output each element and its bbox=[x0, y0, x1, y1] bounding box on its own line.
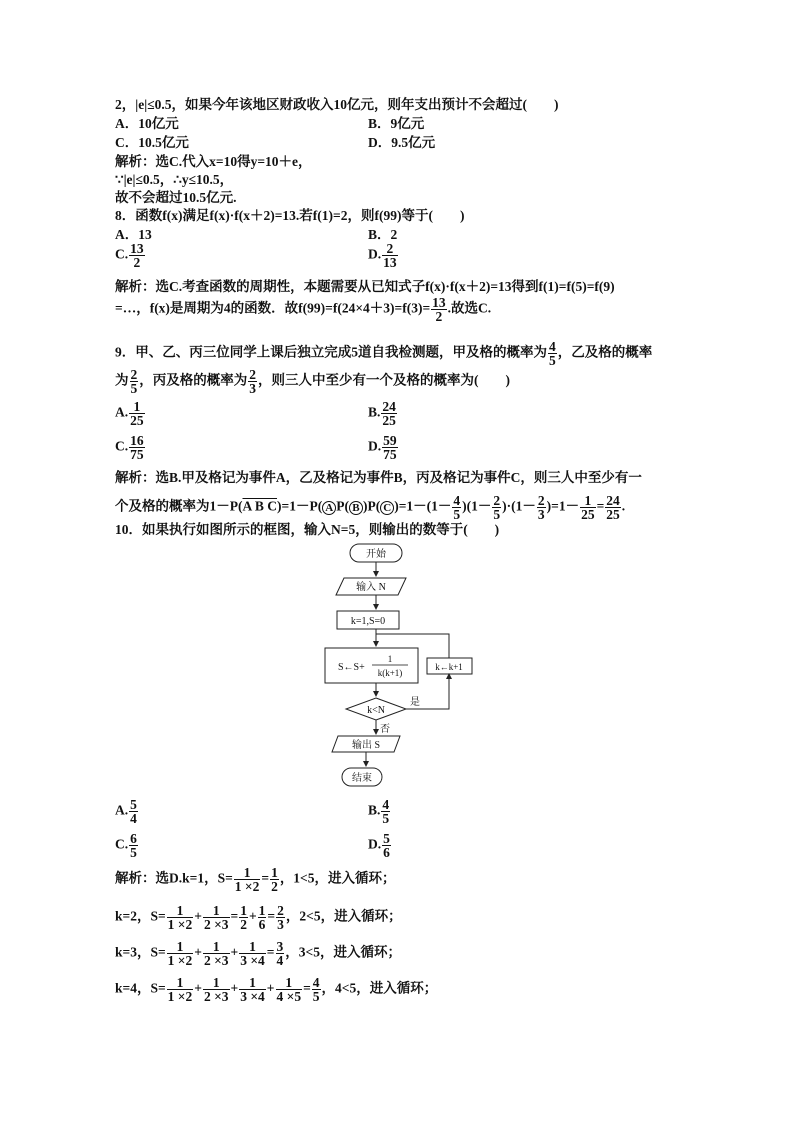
denominator: 5 bbox=[493, 507, 501, 522]
q9-solution-line: 个及格的概率为1－P(A B C)=1－P( A P( B )P( C )=1－(1－ $\frac{4}{5}$ )(1－ $\frac{2}{5}$ )·(1－ $\frac{2}{3}$ )=1－ $\frac{1}{25}$ = $\frac{24}{25}$ . bbox=[115, 493, 626, 522]
numerator: 1 bbox=[580, 494, 596, 508]
denominator: 2 bbox=[271, 879, 278, 894]
text: ，则三人中至少有一个及格的概率为( ) bbox=[258, 372, 510, 388]
q8-solution-line: 解析：选C.考查函数的周期性，本题需要从已知式子f(x)·f(x＋2)=13得到f(1)=f(5)=f(9) bbox=[115, 279, 615, 294]
q10-stem: 10．如果执行如图所示的框图，输入N=5，则输出的数等于( ) bbox=[115, 522, 500, 537]
numerator: 1 bbox=[271, 865, 278, 880]
numerator: 1 bbox=[167, 976, 194, 990]
numerator: 3 bbox=[276, 939, 284, 954]
denominator: 5 bbox=[453, 507, 461, 522]
denominator: 2 ×3 bbox=[203, 917, 229, 932]
q7-solution-line: 解析：选C.代入x=10得y=10＋e， bbox=[115, 154, 312, 169]
option-label: C. bbox=[115, 438, 129, 454]
text: k=4，S= bbox=[115, 980, 166, 996]
circled-letter: C bbox=[380, 501, 394, 515]
denominator: 4 bbox=[130, 811, 137, 826]
text: )·(1－ bbox=[502, 498, 536, 514]
q8-stem: 8．函数f(x)满足f(x)·f(x＋2)=13.若f(1)=2，则f(99)等于( ) bbox=[115, 208, 465, 223]
text: k=3，S= bbox=[115, 944, 166, 960]
option-label: A. bbox=[115, 404, 129, 420]
fraction bbox=[239, 940, 266, 967]
denominator: 6 bbox=[258, 917, 266, 932]
q9-solution-line: 解析：选B.甲及格记为事件A，乙及格记为事件B，丙及格记为事件C，则三人中至少有一 bbox=[115, 470, 642, 485]
q10-option-b bbox=[368, 798, 391, 825]
denominator: 3 bbox=[277, 917, 284, 932]
numerator: 2 bbox=[382, 242, 398, 256]
fraction bbox=[248, 368, 257, 395]
fraction bbox=[239, 904, 248, 931]
numerator: 24 bbox=[606, 493, 620, 508]
numerator: 4 bbox=[549, 339, 556, 354]
text: )=1－(1－ bbox=[394, 498, 452, 514]
text: ，1<5，进入循环； bbox=[279, 870, 396, 886]
numerator: 1 bbox=[167, 940, 194, 954]
denominator: 4 ×5 bbox=[276, 989, 302, 1004]
circled-letter: A bbox=[322, 501, 336, 515]
numerator: 16 bbox=[130, 433, 144, 448]
fraction bbox=[203, 904, 230, 931]
text: )=1－ bbox=[546, 498, 580, 514]
fraction bbox=[605, 494, 621, 521]
fraction bbox=[381, 798, 390, 825]
text: 9．甲、乙、丙三位同学上课后独立完成5道自我检测题，甲及格的概率为 bbox=[115, 344, 547, 360]
text: + bbox=[194, 944, 202, 960]
text: + bbox=[266, 980, 275, 996]
denominator: 5 bbox=[549, 353, 556, 368]
fraction bbox=[312, 976, 321, 1003]
denominator: 1 ×2 bbox=[234, 879, 260, 894]
text: ，2<5，进入循环； bbox=[285, 908, 402, 924]
fraction bbox=[234, 866, 261, 893]
text: =…，f(x)是周期为4的函数．故f(99)=f(24×4＋3)=f(3)= bbox=[115, 300, 431, 316]
text: 为 bbox=[115, 372, 129, 388]
denominator: 5 bbox=[130, 381, 138, 396]
text: ，乙及格的概率 bbox=[557, 344, 653, 360]
option-label: C. bbox=[115, 246, 129, 262]
q7-option-c: C．10.5亿元 bbox=[115, 135, 189, 150]
text: = bbox=[303, 980, 311, 996]
flow-assign-denominator: k(k+1) bbox=[377, 668, 403, 678]
q9-option-a bbox=[115, 400, 146, 427]
denominator: 1 ×2 bbox=[167, 917, 193, 932]
fraction bbox=[167, 940, 194, 967]
fraction bbox=[129, 832, 138, 859]
text: + bbox=[230, 944, 239, 960]
numerator: 6 bbox=[130, 831, 137, 846]
text: )=1－P( bbox=[277, 498, 323, 514]
denominator: 3 bbox=[249, 381, 256, 396]
numerator: 1 bbox=[129, 400, 145, 414]
fraction bbox=[167, 976, 194, 1003]
denominator: 2 bbox=[133, 255, 141, 270]
denominator: 2 ×3 bbox=[203, 953, 229, 968]
q7-option-b: B．9亿元 bbox=[368, 116, 425, 131]
text: = bbox=[596, 498, 605, 514]
numerator: 2 bbox=[493, 493, 501, 508]
q8-option-c bbox=[115, 242, 146, 269]
numerator: 1 bbox=[234, 866, 261, 880]
text: + bbox=[194, 908, 202, 924]
text: .故选C. bbox=[447, 300, 492, 316]
numerator: 1 bbox=[258, 903, 266, 918]
option-label: D. bbox=[368, 246, 382, 262]
q9-option-c bbox=[115, 434, 146, 461]
numerator: 1 bbox=[203, 904, 230, 918]
q10-solution-line bbox=[115, 904, 402, 931]
text: 解析：选D.k=1，S= bbox=[115, 870, 233, 886]
denominator: 13 bbox=[383, 255, 397, 270]
numerator: 1 bbox=[276, 976, 303, 990]
text: ，4<5，进入循环； bbox=[321, 980, 438, 996]
denominator: 25 bbox=[130, 413, 144, 428]
flow-no-label: 否 bbox=[380, 724, 390, 735]
fraction bbox=[167, 904, 194, 931]
text: ，3<5，进入循环； bbox=[285, 944, 401, 960]
numerator: 1 bbox=[203, 940, 230, 954]
denominator: 75 bbox=[130, 447, 144, 462]
q8-option-b: B．2 bbox=[368, 227, 398, 242]
circled-letter: B bbox=[349, 501, 363, 515]
flow-increment-label: k←k+1 bbox=[435, 662, 463, 672]
fraction bbox=[548, 340, 557, 367]
q7-solution-line: 故不会超过10.5亿元. bbox=[115, 190, 237, 205]
option-label: C. bbox=[115, 836, 129, 852]
numerator: 59 bbox=[383, 433, 397, 448]
option-label: A. bbox=[115, 802, 129, 818]
denominator: 25 bbox=[382, 413, 396, 428]
text: )(1－ bbox=[462, 498, 492, 514]
text: = bbox=[230, 908, 239, 924]
fraction bbox=[431, 296, 447, 323]
q9-option-d bbox=[368, 434, 399, 461]
option-label: D. bbox=[368, 438, 382, 454]
text: 个及格的概率为1－P( bbox=[115, 498, 243, 514]
numerator: 4 bbox=[382, 797, 390, 812]
flow-end-label: 结束 bbox=[352, 773, 372, 784]
denominator: 25 bbox=[581, 507, 595, 522]
fraction bbox=[270, 866, 279, 893]
q10-option-c bbox=[115, 832, 139, 859]
q9-option-b bbox=[368, 400, 398, 427]
option-label: B. bbox=[368, 802, 381, 818]
flow-start-label: 开始 bbox=[366, 549, 386, 560]
fraction bbox=[258, 904, 267, 931]
fraction bbox=[129, 798, 138, 825]
fraction bbox=[537, 494, 546, 521]
denominator: 25 bbox=[606, 507, 620, 522]
text: k=2，S= bbox=[115, 908, 166, 924]
q8-option-d bbox=[368, 242, 399, 269]
numerator: 1 bbox=[239, 976, 266, 990]
numerator: 1 bbox=[203, 976, 230, 990]
denominator: 2 bbox=[435, 309, 443, 324]
q10-option-d bbox=[368, 832, 392, 859]
text: + bbox=[230, 980, 239, 996]
denominator: 2 ×3 bbox=[203, 989, 229, 1004]
fraction bbox=[239, 976, 266, 1003]
complement-events: A B C bbox=[242, 498, 278, 514]
q7-solution-line: ∵|e|≤0.5，∴y≤10.5， bbox=[115, 172, 234, 187]
fraction bbox=[580, 494, 596, 521]
q7-stem: 2，|e|≤0.5，如果今年该地区财政收入10亿元，则年支出预计不会超过( ) bbox=[115, 97, 559, 112]
text: + bbox=[248, 908, 257, 924]
fraction bbox=[382, 832, 391, 859]
flow-assign-label: S←S+ bbox=[338, 662, 365, 673]
flow-output-label: 输出 S bbox=[351, 740, 381, 751]
numerator: 13 bbox=[130, 241, 144, 256]
flow-assign-numerator: 1 bbox=[387, 654, 393, 664]
denominator: 3 bbox=[537, 507, 545, 522]
numerator: 5 bbox=[383, 831, 390, 846]
fraction bbox=[129, 400, 145, 427]
flowchart bbox=[320, 540, 480, 790]
fraction bbox=[129, 242, 145, 269]
q8-option-a: A．13 bbox=[115, 227, 152, 242]
q10-solution-line bbox=[115, 940, 401, 967]
numerator: 2 bbox=[130, 367, 138, 382]
option-label: D. bbox=[368, 836, 382, 852]
fraction bbox=[203, 976, 230, 1003]
flow-init-label: k=1,S=0 bbox=[350, 616, 386, 627]
denominator: 3 ×4 bbox=[240, 989, 265, 1004]
denominator: 2 bbox=[240, 917, 247, 932]
denominator: 5 bbox=[312, 989, 320, 1004]
numerator: 2 bbox=[277, 903, 284, 918]
fraction bbox=[381, 400, 397, 427]
fraction bbox=[130, 368, 139, 395]
denominator: 75 bbox=[383, 447, 397, 462]
q9-stem-line bbox=[115, 340, 652, 367]
numerator: 4 bbox=[453, 493, 461, 508]
fraction bbox=[129, 434, 145, 461]
q7-option-d: D．9.5亿元 bbox=[368, 135, 436, 150]
denominator: 5 bbox=[382, 811, 390, 826]
numerator: 24 bbox=[382, 399, 396, 414]
flow-condition-label: k<N bbox=[367, 705, 385, 716]
denominator: 4 bbox=[276, 953, 284, 968]
denominator: 5 bbox=[130, 845, 137, 860]
numerator: 5 bbox=[130, 797, 137, 812]
numerator: 1 bbox=[239, 940, 266, 954]
fraction bbox=[276, 904, 285, 931]
q10-solution-line bbox=[115, 976, 437, 1003]
option-label: B. bbox=[368, 404, 381, 420]
text: ，丙及格的概率为 bbox=[139, 372, 248, 388]
fraction bbox=[382, 434, 398, 461]
numerator: 2 bbox=[537, 493, 545, 508]
fraction bbox=[492, 494, 501, 521]
q9-stem-line bbox=[115, 368, 510, 395]
q7-option-a: A．10亿元 bbox=[115, 116, 179, 131]
text: = bbox=[266, 944, 275, 960]
fraction bbox=[276, 976, 303, 1003]
q10-solution-line bbox=[115, 866, 396, 893]
numerator: 13 bbox=[432, 295, 446, 310]
numerator: 1 bbox=[167, 904, 194, 918]
numerator: 4 bbox=[312, 975, 320, 990]
text: = bbox=[267, 908, 276, 924]
numerator: 1 bbox=[240, 903, 247, 918]
text: = bbox=[261, 870, 270, 886]
fraction bbox=[276, 940, 285, 967]
flow-yes-label: 是 bbox=[410, 697, 420, 708]
flow-input-label: 输入 N bbox=[356, 582, 386, 593]
fraction bbox=[382, 242, 398, 269]
denominator: 1 ×2 bbox=[167, 953, 193, 968]
fraction bbox=[203, 940, 230, 967]
fraction bbox=[452, 494, 461, 521]
q10-option-a bbox=[115, 798, 139, 825]
numerator: 2 bbox=[249, 367, 256, 382]
text: + bbox=[194, 980, 202, 996]
q8-solution-line bbox=[115, 296, 491, 323]
text: . bbox=[621, 498, 626, 514]
denominator: 6 bbox=[383, 845, 390, 860]
denominator: 3 ×4 bbox=[240, 953, 265, 968]
denominator: 1 ×2 bbox=[167, 989, 193, 1004]
